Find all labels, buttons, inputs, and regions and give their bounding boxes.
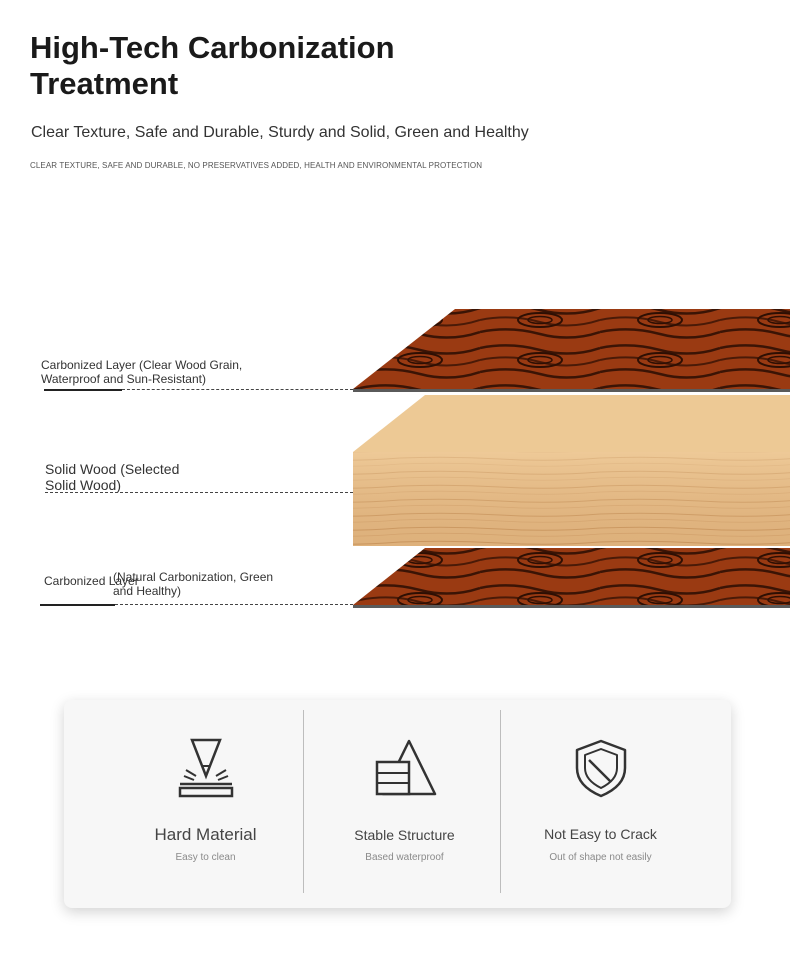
top-layer-label: Carbonized Layer (Clear Wood Grain, Waterproof and Sun-Resistant)	[41, 358, 243, 386]
bottom-carbonized-slab	[353, 548, 790, 605]
feature-subtitle: Out of shape not easily	[549, 852, 652, 863]
divider	[500, 710, 501, 893]
page-title: High-Tech Carbonization Treatment	[30, 30, 395, 101]
feature-subtitle: Based waterproof	[365, 852, 444, 863]
divider	[303, 710, 304, 893]
page-subtitle: Clear Texture, Safe and Durable, Sturdy and Solid, Green and Healthy	[31, 124, 529, 141]
bottom-leader-solid	[40, 604, 115, 606]
feature-not-easy-to-crack	[502, 700, 699, 908]
wood-layers-diagram	[0, 300, 790, 620]
top-leader-solid	[44, 389, 122, 391]
feature-title: Stable Structure	[354, 827, 455, 843]
solid-wood-block	[353, 395, 790, 452]
page-tagline: CLEAR TEXTURE, SAFE AND DURABLE, NO PRESERVATIVES ADDED, HEALTH AND ENVIRONMENTAL PROTECTION	[30, 161, 483, 170]
triangle-blocks-icon	[373, 738, 437, 798]
middle-leader-dashed	[45, 492, 353, 493]
features-card	[64, 700, 731, 908]
bottom-layer-detail: (Natural Carbonization, Green and Healthy)	[113, 570, 274, 598]
bottom-leader-dashed	[115, 604, 353, 605]
top-carbonized-slab	[353, 309, 790, 389]
feature-stable-structure	[306, 700, 503, 908]
feature-title: Hard Material	[154, 825, 257, 844]
shield-icon	[573, 738, 629, 800]
feature-subtitle: Easy to clean	[175, 852, 236, 863]
middle-layer-label: Solid Wood (Selected Solid Wood)	[45, 461, 180, 493]
bottom-layer-label: Carbonized Layer	[44, 574, 139, 588]
top-leader-dashed	[122, 389, 353, 390]
feature-hard-material	[107, 700, 304, 908]
feature-title: Not Easy to Crack	[544, 826, 657, 842]
anvil-press-icon	[176, 738, 236, 800]
